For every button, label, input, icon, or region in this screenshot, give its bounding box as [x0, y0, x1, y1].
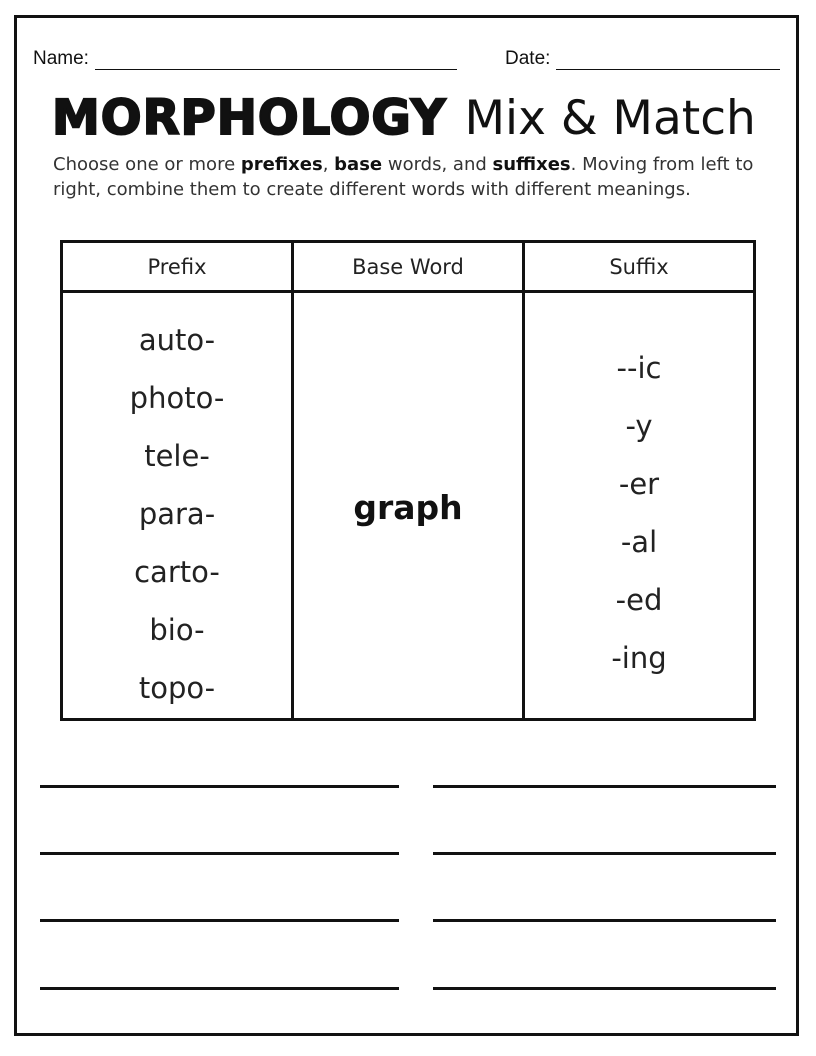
instructions-bold-base: base [334, 154, 383, 175]
suffix-item: -al [620, 525, 658, 559]
instructions-text: words, and [382, 154, 493, 175]
suffix-column [522, 293, 753, 718]
prefix-column [63, 293, 291, 718]
name-blank-line[interactable] [95, 49, 457, 70]
answer-line[interactable] [40, 785, 399, 788]
instructions-bold-suffixes: suffixes [492, 154, 571, 175]
base-word-column [291, 293, 522, 718]
prefix-item: carto- [134, 555, 220, 589]
date-blank-line[interactable] [556, 49, 780, 70]
suffix-item: -y [625, 409, 653, 443]
answer-line[interactable] [433, 785, 776, 788]
date-label: Date: [505, 48, 551, 69]
name-field [33, 46, 457, 70]
instructions-text: Choose one or more [53, 154, 241, 175]
instructions-text: , [322, 154, 335, 175]
name-label: Name: [33, 48, 89, 69]
base-word: graph [353, 488, 463, 527]
prefix-item: para- [138, 497, 216, 531]
instructions [53, 152, 773, 202]
suffix-item: -er [618, 467, 660, 501]
mix-match-table [60, 240, 756, 721]
prefix-item: tele- [144, 439, 210, 473]
page-title [52, 86, 756, 150]
answer-line[interactable] [40, 919, 399, 922]
instructions-text: . Moving from left to right, combine them to create different words with different meanings. [53, 154, 754, 200]
prefix-item: photo- [129, 381, 225, 415]
answer-line[interactable] [433, 987, 776, 990]
header-prefix: Prefix [147, 254, 207, 279]
answer-line[interactable] [433, 919, 776, 922]
suffix-item: --ic [616, 351, 662, 385]
prefix-item: auto- [138, 323, 216, 357]
title-sub: Mix & Match [464, 90, 756, 146]
answer-line[interactable] [433, 852, 776, 855]
table-header-row [63, 243, 753, 293]
prefix-item: bio- [149, 613, 205, 647]
prefix-item: topo- [138, 671, 216, 705]
date-field [505, 46, 780, 70]
instructions-bold-prefixes: prefixes [240, 154, 323, 175]
answer-line[interactable] [40, 852, 399, 855]
table-body-row [63, 293, 753, 718]
answer-line[interactable] [40, 987, 399, 990]
suffix-item: -ing [611, 641, 667, 675]
title-main: MORPHOLOGY [52, 90, 447, 146]
header-base-word: Base Word [291, 243, 522, 290]
suffix-item: -ed [615, 583, 663, 617]
header-suffix: Suffix [522, 243, 753, 290]
